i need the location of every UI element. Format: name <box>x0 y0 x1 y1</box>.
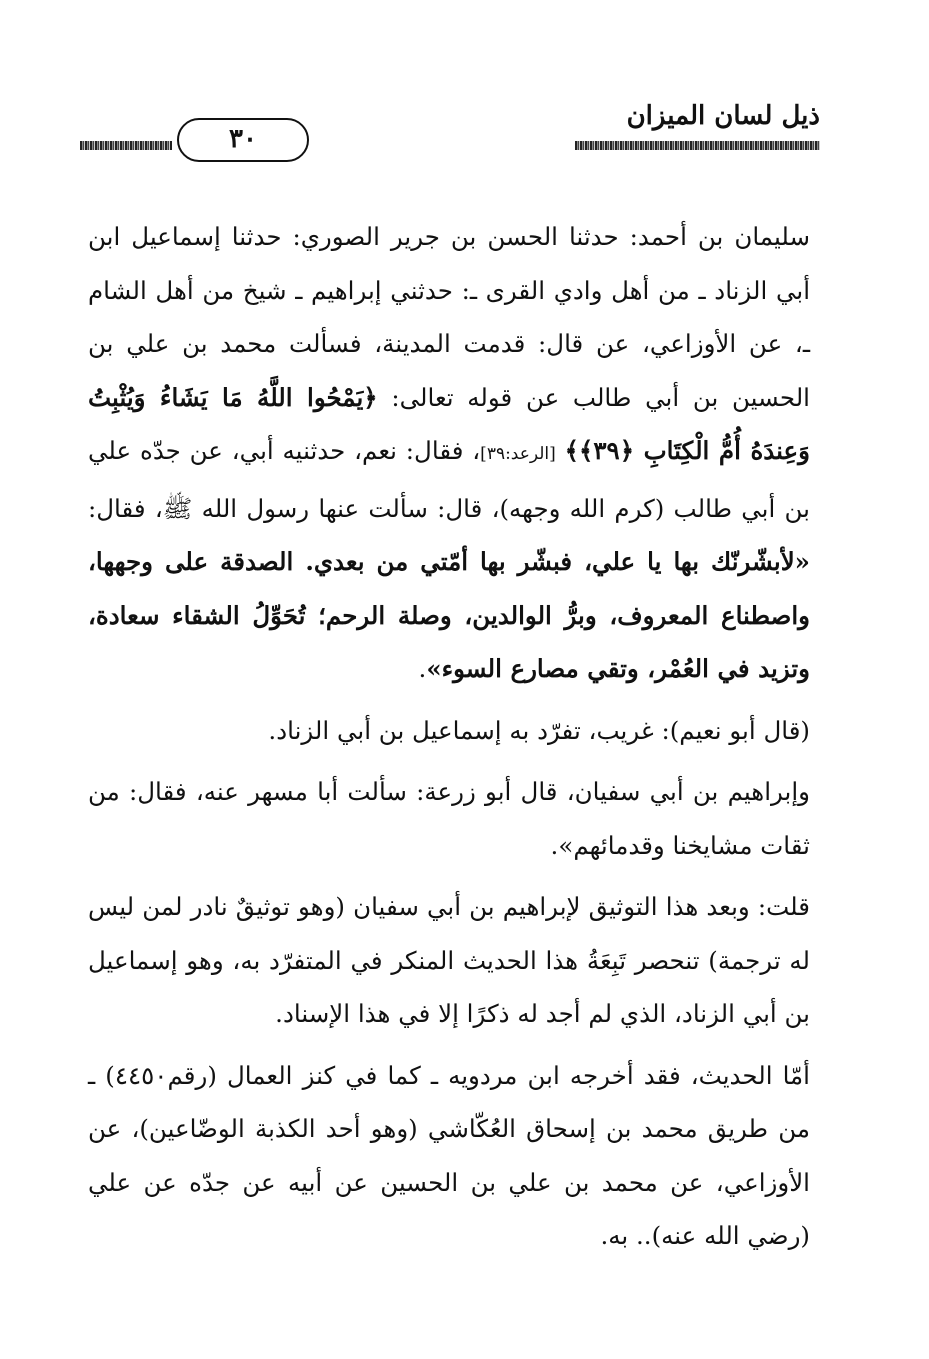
hadith-text: «لأبشّرنّك بها يا علي، فبشّر بها أمّتي من بعدي. الصدقة على وجهها، واصطناع المعروف، وبرُّ الوالدين، وصلة الرحم؛ تُحَوِّلُ الشقاء سعادة، وتزيد في العُمْر، وتقي مصارع السوء» <box>88 547 810 683</box>
paragraph-5: أمّا الحديث، فقد أخرجه ابن مردويه ـ كما في كنز العمال (رقم٤٤٥٠) ـ من طريق محمد بن إسحاق العُكّاشي (وهو أحد الكذبة الوضّاعين)، عن الأوزاعي، عن محمد بن علي بن الحسين عن أبيه عن جدّه عن علي (رضي الله عنه).. به. <box>88 1060 810 1250</box>
narration-text-2: ، فقال: نعم، حدثنيه أبي، عن جدّه علي بن أبي طالب (كرم الله وجهه)، قال: سألت عنها رسول الله ﷺ، فقال: <box>88 436 810 523</box>
header-rule-left <box>80 141 172 150</box>
paragraph-2: (قال أبو نعيم): غريب، تفرّد به إسماعيل بن أبي الزناد. <box>268 715 810 745</box>
verse-reference: [الرعد:٣٩] <box>480 444 556 464</box>
paragraph-1 <box>88 210 810 696</box>
header-rule-right <box>575 141 820 150</box>
narration-text: سليمان بن أحمد: حدثنا الحسن بن جرير الصوري: حدثنا إسماعيل ابن أبي الزناد ـ من أهل وادي القرى ـ: حدثني إبراهيم ـ شيخ من أهل الشام ـ، عن الأوزاعي، عن قال: قدمت المدينة، فسألت محمد بن علي بن الحسين بن أبي طالب عن قوله تعالى: <box>88 222 810 412</box>
paragraph-4: قلت: وبعد هذا التوثيق لإبراهيم بن أبي سفيان (وهو توثيقٌ نادر لمن ليس له ترجمة) تنحصر تَبِعَةُ هذا الحديث المنكر في المتفرّد به، وهو إسماعيل بن أبي الزناد، الذي لم أجد له ذكرًا إلا في هذا الإسناد. <box>88 892 810 1028</box>
page-number: ٣٠ <box>177 118 309 162</box>
running-title: ذيل لسان الميزان <box>626 101 820 131</box>
page-body <box>88 210 810 1263</box>
page-header <box>80 95 820 165</box>
paragraph-1-end: . <box>418 654 427 683</box>
quran-verse: ﴿يَمْحُوا اللَّهُ مَا يَشَاءُ وَيُثْبِتُ وَعِندَهُ أُمُّ الْكِتَابِ ﴿٣٩﴾﴾ <box>88 382 811 465</box>
paragraph-3: وإبراهيم بن أبي سفيان، قال أبو زرعة: سألت أبا مسهر عنه، فقال: من ثقات مشايخنا وقدمائهم». <box>88 777 810 860</box>
